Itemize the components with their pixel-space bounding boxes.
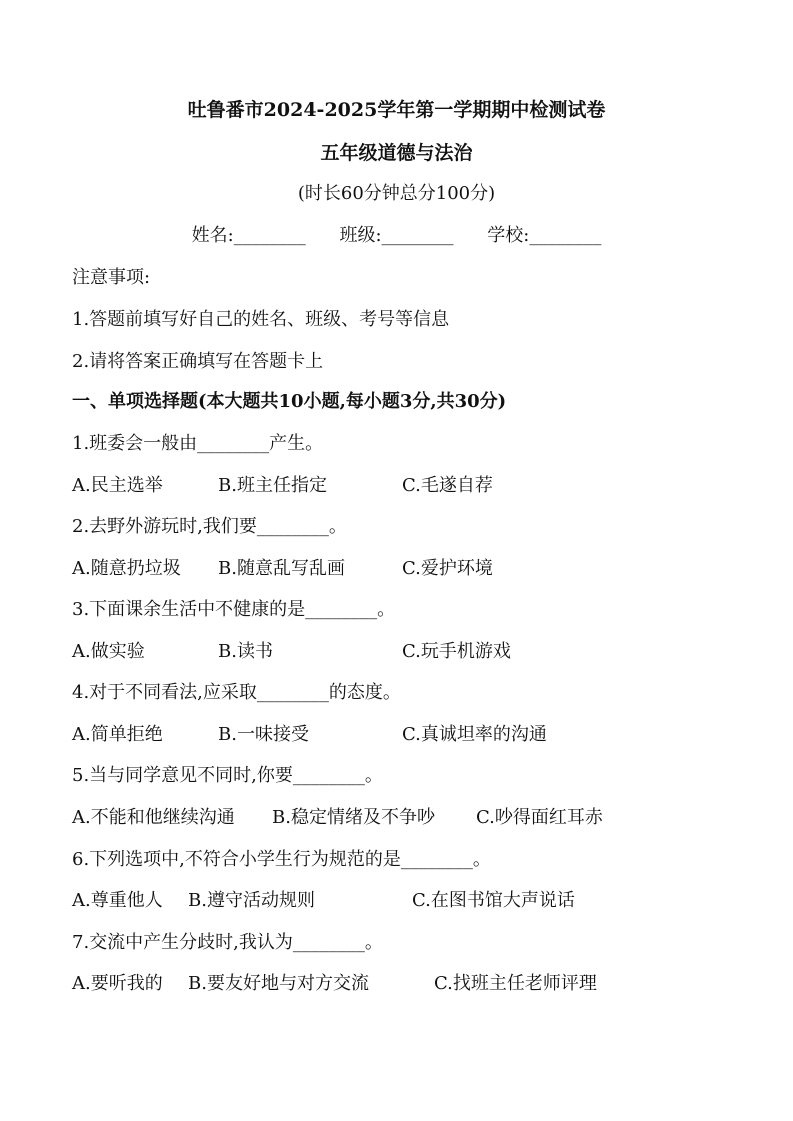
- option-b: B.班主任指定: [218, 475, 327, 496]
- notes-heading: 注意事项:: [72, 267, 151, 288]
- option-a: A.民主选举: [72, 475, 163, 496]
- exam-title: 吐鲁番市2024-2025学年第一学期期中检测试卷: [187, 99, 606, 121]
- option-a: A.尊重他人: [72, 890, 163, 911]
- question-stem: 3.下面课余生活中不健康的是________。: [72, 599, 396, 620]
- question-stem: 4.对于不同看法,应采取________的态度。: [72, 682, 401, 703]
- option-c: C.在图书馆大声说话: [412, 890, 575, 911]
- class-field[interactable]: 班级:________: [339, 225, 454, 246]
- option-b: B.遵守活动规则: [188, 890, 315, 911]
- option-a: A.随意扔垃圾: [72, 558, 181, 579]
- note-item: 1.答题前填写好自己的姓名、班级、考号等信息: [72, 309, 450, 330]
- exam-duration: (时长60分钟总分100分): [297, 183, 496, 204]
- option-c: C.吵得面红耳赤: [476, 807, 603, 828]
- section-heading: 一、单项选择题(本大题共10小题,每小题3分,共30分): [72, 391, 507, 412]
- name-field[interactable]: 姓名:________: [191, 225, 306, 246]
- option-b: B.读书: [218, 641, 273, 662]
- option-b: B.随意乱写乱画: [218, 558, 345, 579]
- question-stem: 1.班委会一般由________产生。: [72, 433, 324, 454]
- question-stem: 7.交流中产生分歧时,我认为________。: [72, 932, 383, 953]
- question-stem: 2.去野外游玩时,我们要________。: [72, 516, 347, 537]
- question-stem: 6.下列选项中,不符合小学生行为规范的是________。: [72, 849, 491, 870]
- option-c: C.真诚坦率的沟通: [402, 724, 547, 745]
- option-a: A.简单拒绝: [72, 724, 163, 745]
- option-b: B.稳定情绪及不争吵: [272, 807, 435, 828]
- option-c: C.找班主任老师评理: [434, 973, 597, 994]
- option-b: B.要友好地与对方交流: [188, 973, 369, 994]
- option-c: C.毛遂自荐: [402, 475, 493, 496]
- option-c: C.玩手机游戏: [402, 641, 511, 662]
- option-a: A.要听我的: [72, 973, 163, 994]
- exam-subtitle: 五年级道德与法治: [320, 142, 473, 164]
- option-c: C.爱护环境: [402, 558, 493, 579]
- note-item: 2.请将答案正确填写在答题卡上: [72, 351, 324, 372]
- school-field[interactable]: 学校:________: [487, 225, 602, 246]
- option-a: A.做实验: [72, 641, 145, 662]
- question-stem: 5.当与同学意见不同时,你要________。: [72, 765, 383, 786]
- student-info-fields: [0, 224, 793, 248]
- option-b: B.一味接受: [218, 724, 309, 745]
- option-a: A.不能和他继续沟通: [72, 807, 235, 828]
